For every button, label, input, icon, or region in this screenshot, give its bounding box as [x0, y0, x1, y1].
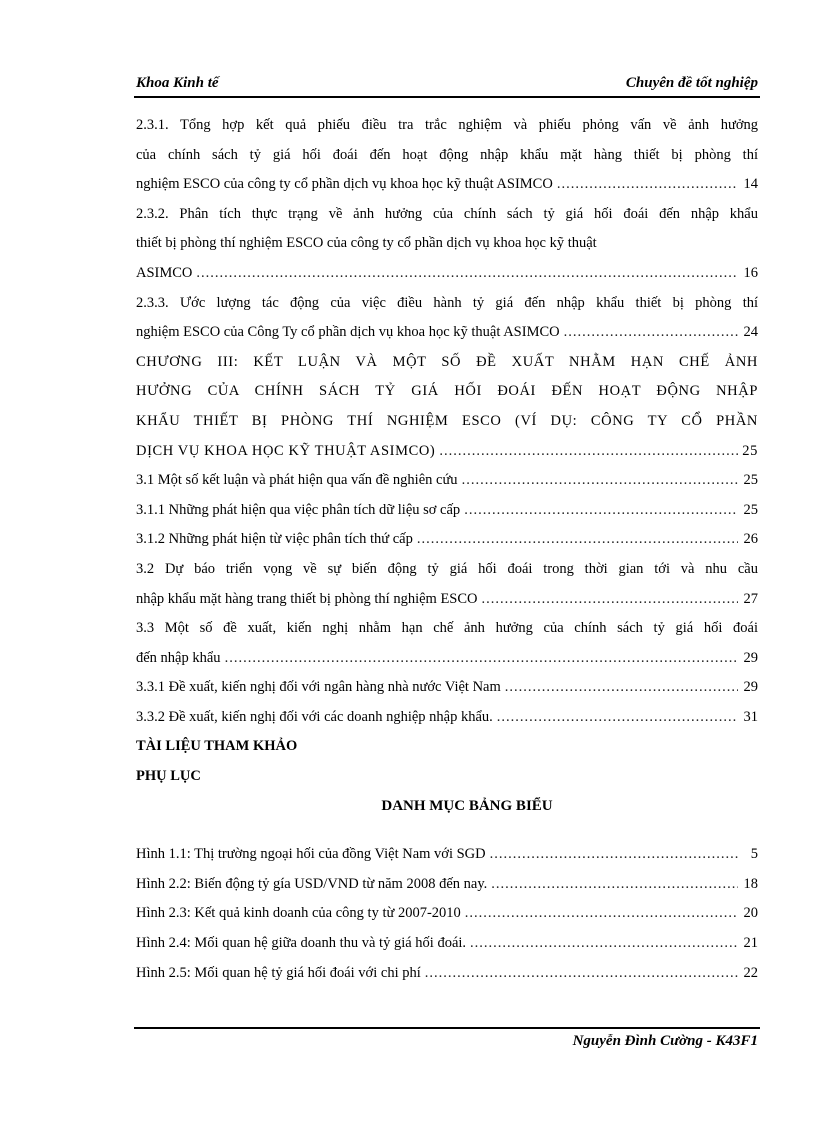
- dot-leader: [465, 899, 738, 929]
- toc-entry-text: 3.3.2 Đề xuất, kiến nghị đối với các doanh nghiệp nhập khẩu.: [136, 708, 493, 725]
- toc-chapter-3-line1[interactable]: CHƯƠNG III: KẾT LUẬN VÀ MỘT SỐ ĐỀ XUẤT NHẰM HẠN CHẾ ẢNH: [136, 353, 758, 370]
- dot-leader: [425, 959, 738, 989]
- toc-entry-text: 3.1 Một số kết luận và phát hiện qua vấn đề nghiên cứu: [136, 472, 458, 489]
- page-number: 5: [750, 846, 758, 863]
- faculty-name: Khoa Kinh tế: [136, 75, 219, 91]
- toc-entry-3-1-2[interactable]: [136, 525, 758, 555]
- dot-leader: [462, 466, 738, 496]
- toc-appendix[interactable]: PHỤ LỤC: [136, 768, 201, 785]
- figure-entry-2-5[interactable]: [136, 959, 758, 989]
- page-number: 25: [743, 472, 758, 489]
- toc-entry-3-3[interactable]: [136, 644, 758, 674]
- toc-entry-2-3-2-line2[interactable]: thiết bị phòng thí nghiệm ESCO của công ty cổ phần dịch vụ khoa học kỹ thuật: [136, 235, 597, 252]
- toc-entry-2-3-2[interactable]: [136, 259, 758, 289]
- toc-entry-3-1[interactable]: [136, 466, 758, 496]
- figure-entry-text: Hình 1.1: Thị trường ngoại hối của đồng Việt Nam với SGD: [136, 846, 486, 863]
- figure-entry-2-2[interactable]: [136, 870, 758, 900]
- toc-entry-text: ASIMCO: [136, 264, 193, 281]
- figure-entry-1-1[interactable]: [136, 840, 758, 870]
- figure-entry-2-3[interactable]: [136, 899, 758, 929]
- page-number: 25: [742, 442, 758, 459]
- toc-entry-2-3-1[interactable]: [136, 170, 758, 200]
- dot-leader: [225, 644, 738, 674]
- document-type: Chuyên đề tốt nghiệp: [625, 75, 758, 91]
- figure-entry-text: Hình 2.3: Kết quả kinh doanh của công ty từ 2007-2010: [136, 905, 461, 922]
- toc-entry-text: nghiệm ESCO của công ty cổ phần dịch vụ khoa học kỹ thuật ASIMCO: [136, 176, 553, 193]
- toc-entry-text: nhập khẩu mặt hàng trang thiết bị phòng thí nghiệm ESCO: [136, 590, 478, 607]
- toc-entry-text: đến nhập khẩu: [136, 649, 221, 666]
- page-number: 25: [743, 501, 758, 518]
- toc-entry-2-3-1-line2[interactable]: của chính sách tỷ giá hối đoái đến hoạt động nhập khẩu mặt hàng thiết bị phòng thí: [136, 146, 758, 163]
- page-number: 20: [743, 905, 758, 922]
- toc-entry-3-1-1[interactable]: [136, 496, 758, 526]
- dot-leader: [464, 496, 738, 526]
- author-name: Nguyễn Đình Cường - K43F1: [572, 1033, 758, 1049]
- figure-list-title: DANH MỤC BẢNG BIỂU: [381, 797, 553, 814]
- toc-chapter-3-line3[interactable]: KHẨU THIẾT BỊ PHÒNG THÍ NGHIỆM ESCO (VÍ DỤ: CÔNG TY CỔ PHẦN: [136, 412, 758, 429]
- toc-entry-text: 3.3.1 Đề xuất, kiến nghị đối với ngân hàng nhà nước Việt Nam: [136, 679, 501, 696]
- toc-entry-text: nghiệm ESCO của Công Ty cổ phần dịch vụ khoa học kỹ thuật ASIMCO: [136, 324, 560, 341]
- page-header: [134, 74, 760, 98]
- toc-entry-3-3-line1[interactable]: 3.3 Một số đề xuất, kiến nghị nhằm hạn chế ảnh hưởng của chính sách tỷ giá hối đoái: [136, 620, 758, 637]
- toc-entry-3-3-2[interactable]: [136, 703, 758, 733]
- page-number: 21: [743, 935, 758, 952]
- dot-leader: [557, 170, 738, 200]
- page-number: 26: [743, 531, 758, 548]
- dot-leader: [564, 318, 738, 348]
- toc-entry-text: DỊCH VỤ KHOA HỌC KỸ THUẬT ASIMCO): [136, 442, 436, 459]
- toc-chapter-3[interactable]: [136, 437, 758, 467]
- page-number: 29: [743, 679, 758, 696]
- toc-chapter-3-line2[interactable]: HƯỞNG CỦA CHÍNH SÁCH TỶ GIÁ HỐI ĐOÁI ĐẾN HOẠT ĐỘNG NHẬP: [136, 383, 758, 400]
- toc-entry-2-3-3-line1[interactable]: 2.3.3. Ước lượng tác động của việc điều hành tỷ giá đến nhập khẩu thiết bị phòng thí: [136, 294, 758, 311]
- page-number: 18: [743, 875, 758, 892]
- dot-leader: [505, 673, 738, 703]
- figure-entry-text: Hình 2.5: Mối quan hệ tỷ giá hối đoái với chi phí: [136, 964, 421, 981]
- dot-leader: [439, 437, 738, 467]
- page-footer: [134, 1027, 760, 1049]
- toc-entry-2-3-3[interactable]: [136, 318, 758, 348]
- toc-entry-2-3-1-line1[interactable]: 2.3.1. Tổng hợp kết quả phiếu điều tra trắc nghiệm và phiếu phỏng vấn về ảnh hưởng: [136, 117, 758, 133]
- section-spacer: [136, 821, 758, 840]
- page-number: 16: [743, 264, 758, 281]
- page-number: 27: [743, 590, 758, 607]
- dot-leader: [491, 870, 738, 900]
- dot-leader: [497, 703, 738, 733]
- dot-leader: [482, 585, 738, 615]
- dot-leader: [470, 929, 738, 959]
- toc-entry-2-3-2-line1[interactable]: 2.3.2. Phân tích thực trạng về ảnh hưởng của chính sách tỷ giá hối đoái đến nhập khẩu: [136, 205, 758, 222]
- toc-references[interactable]: TÀI LIỆU THAM KHẢO: [136, 738, 298, 755]
- figure-entry-text: Hình 2.2: Biến động tỷ gía USD/VND từ năm 2008 đến nay.: [136, 875, 488, 892]
- page-number: 22: [743, 964, 758, 981]
- toc-entry-3-2[interactable]: [136, 585, 758, 615]
- page-number: 14: [743, 176, 758, 193]
- dot-leader: [417, 525, 738, 555]
- page-number: 31: [743, 708, 758, 725]
- page-number: 29: [743, 649, 758, 666]
- dot-leader: [490, 840, 738, 870]
- toc-entry-text: 3.1.1 Những phát hiện qua việc phân tích dữ liệu sơ cấp: [136, 501, 461, 518]
- toc-entry-3-2-line1[interactable]: 3.2 Dự báo triển vọng về sự biến động tỷ giá hối đoái trong thời gian tới và nhu cầu: [136, 560, 758, 577]
- figure-entry-2-4[interactable]: [136, 929, 758, 959]
- toc-entry-3-3-1[interactable]: [136, 673, 758, 703]
- dot-leader: [196, 259, 738, 289]
- page-number: 24: [743, 324, 758, 341]
- figure-entry-text: Hình 2.4: Mối quan hệ giữa doanh thu và tỷ giá hối đoái.: [136, 935, 467, 952]
- toc-entry-text: 3.1.2 Những phát hiện từ việc phân tích thứ cấp: [136, 531, 413, 548]
- table-of-contents: [136, 111, 758, 988]
